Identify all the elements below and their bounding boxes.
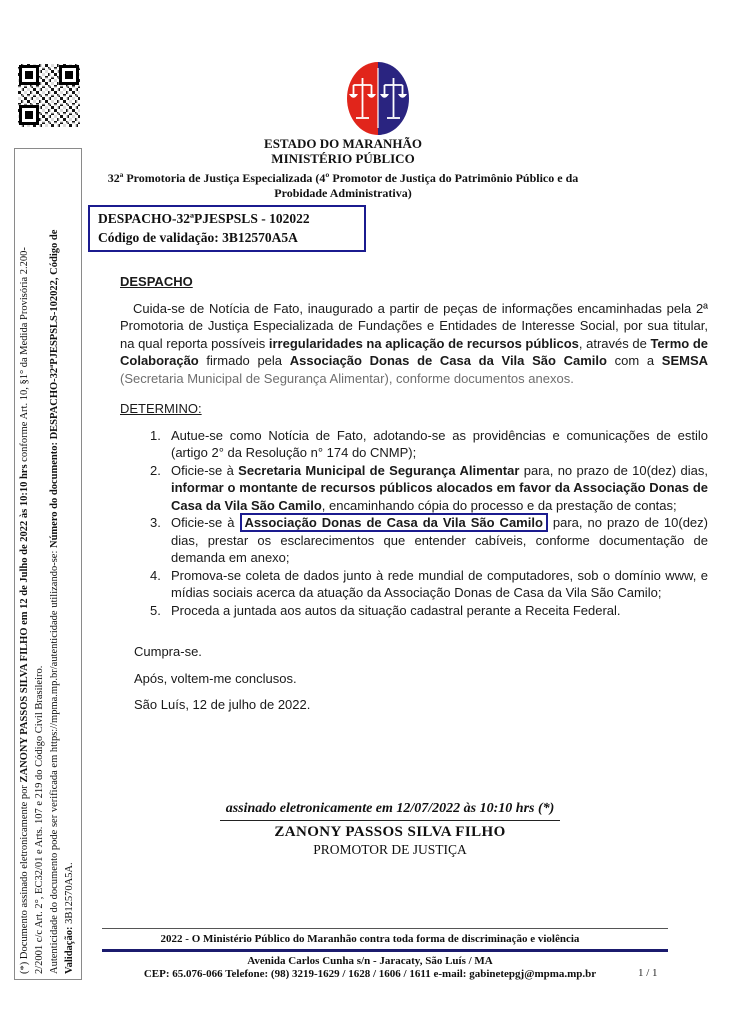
- validation-code: Código de validação: 3B12570A5A: [98, 230, 298, 245]
- page-number: 1 / 1: [638, 967, 658, 979]
- intro-gray: , conforme documentos anexos.: [388, 370, 574, 386]
- qr-code: [18, 64, 80, 127]
- intro-text: firmado pela: [198, 353, 290, 368]
- auth-line4: Validação: 3B12570A5A.: [64, 862, 75, 974]
- unit-line1: 32ª Promotoria de Justiça Especializada (4º Promotor de Justiça do Patrimônio Público e da: [107, 171, 579, 185]
- item-text: Oficie-se à Associação Donas de Casa da Vila São Camilo para, no prazo de 10(dez) dias, prestar os esclarecimentos que entender cabíveis, conforme documentação de demanda em anexo;: [171, 515, 708, 565]
- letterhead: [60, 136, 626, 201]
- org-name-line1: ESTADO DO MARANHÃO: [264, 136, 422, 151]
- list-item: [120, 514, 708, 567]
- list-item: [120, 602, 708, 620]
- item-number: 2.: [150, 462, 161, 478]
- org-name-line2: MINISTÉRIO PÚBLICO: [271, 151, 415, 166]
- item-number: 3.: [150, 515, 161, 530]
- intro-bold: Termo de Colaboração: [120, 335, 708, 368]
- footer-contact: CEP: 65.076-066 Telefone: (98) 3219-1629 / 1628 / 1606 / 1611 e-mail: gabinetepgj@mpma.mp.br: [143, 968, 597, 980]
- authentication-text: [15, 149, 81, 979]
- intro-text: com a: [606, 353, 662, 368]
- item-text: Promova-se coleta de dados junto à rede mundial de computadores, sob o domínio www, e mídias sociais acerca da atuação da Associação Donas de Casa da Vila São Camilo;: [171, 567, 708, 600]
- auth-line2: 2/2001 c/c Art. 2°, EC32/01 e Arts. 107 e 219 do Código Civil Brasileiro.: [34, 665, 45, 974]
- intro-bold: SEMSA: [661, 353, 709, 368]
- validation-box: [88, 205, 366, 252]
- footer-navy-rule: [102, 949, 668, 952]
- intro-text: Cuida-se de Notícia de Fato, inaugurado a partir de peças de informações encaminhadas pela 2ª Promotoria de Justiça Especializada de Fundações e Entidades de Interesse Social, por sua titular, na qual reporta possíveis: [120, 300, 708, 351]
- list-item: [120, 462, 708, 515]
- unit-line2: Probidade Administrativa): [274, 186, 412, 200]
- closing-line: Cumpra-se.: [134, 644, 202, 659]
- highlighted-entity-box: Associação Donas de Casa da Vila São Camilo: [240, 513, 548, 532]
- auth-line1: (*) Documento assinado eletronicamente por ZANONY PASSOS SILVA FILHO em 12 de Julho de 2022 às 10:10 hrs conforme Art. 10, §1° da Medida Provisória 2.200-: [19, 247, 30, 974]
- authentication-sidebar: [14, 148, 82, 980]
- intro-text: , através de: [578, 335, 651, 351]
- intro-paragraph: [120, 300, 708, 388]
- signature-block: [165, 799, 615, 858]
- signer-role: PROMOTOR DE JUSTIÇA: [313, 842, 467, 857]
- footer-top-rule: [102, 928, 668, 929]
- closing-line: São Luís, 12 de julho de 2022.: [134, 697, 311, 712]
- auth-line3: Autenticidade do documento pode ser verificada em https://mpma.mp.br/autenticidade utilizando-se: Número do documento: DESPACHO-32ªPJESPSLS-102022, Código de: [49, 229, 60, 974]
- item-number: 4.: [150, 567, 161, 583]
- intro-bold: irregularidades na aplicação de recursos públicos: [268, 335, 579, 351]
- ordered-list: [120, 427, 708, 620]
- qr-finder-icon: [19, 65, 39, 85]
- document-number: DESPACHO-32ªPJESPSLS - 102022: [98, 211, 310, 226]
- electronic-signature-note: assinado eletronicamente em 12/07/2022 às 10:10 hrs (*): [220, 801, 561, 821]
- closing-line: Após, voltem-me conclusos.: [134, 670, 297, 686]
- document-body: [120, 273, 708, 714]
- document-title: DESPACHO: [120, 274, 193, 289]
- item-text: Proceda a juntada aos autos da situação cadastral perante a Receita Federal.: [171, 602, 621, 618]
- promotoria-unit: [60, 171, 626, 201]
- item-text: Oficie-se à Secretaria Municipal de Segurança Alimentar para, no prazo de 10(dez) dias, informar o montante de recursos públicos alocados em favor da Associação Donas de Casa da Vila São Camilo, encaminhando cópia do processo e da prestação de contas;: [171, 462, 708, 513]
- item-text: Autue-se como Notícia de Fato, adotando-se as providências e comunicações de estilo (artigo 2° da Resolução n° 174 do CNMP);: [171, 427, 708, 460]
- list-item: [120, 427, 708, 462]
- footer-campaign: 2022 - O Ministério Público do Maranhão contra toda forma de discriminação e violência: [160, 933, 580, 945]
- qr-finder-icon: [19, 105, 39, 125]
- intro-bold: Associação Donas de Casa da Vila São Camilo: [289, 353, 607, 368]
- footer-address: Avenida Carlos Cunha s/n - Jaracaty, São Luís / MA: [247, 955, 493, 967]
- determino-heading: DETERMINO:: [120, 401, 202, 416]
- scales-of-justice-icon: [347, 62, 409, 135]
- list-item: [120, 567, 708, 602]
- intro-gray: (Secretaria Municipal de Segurança Alimentar): [120, 370, 389, 386]
- item-number: 1.: [150, 427, 161, 443]
- item-number: 5.: [150, 602, 161, 618]
- signer-name: ZANONY PASSOS SILVA FILHO: [274, 824, 506, 840]
- qr-finder-icon: [59, 65, 79, 85]
